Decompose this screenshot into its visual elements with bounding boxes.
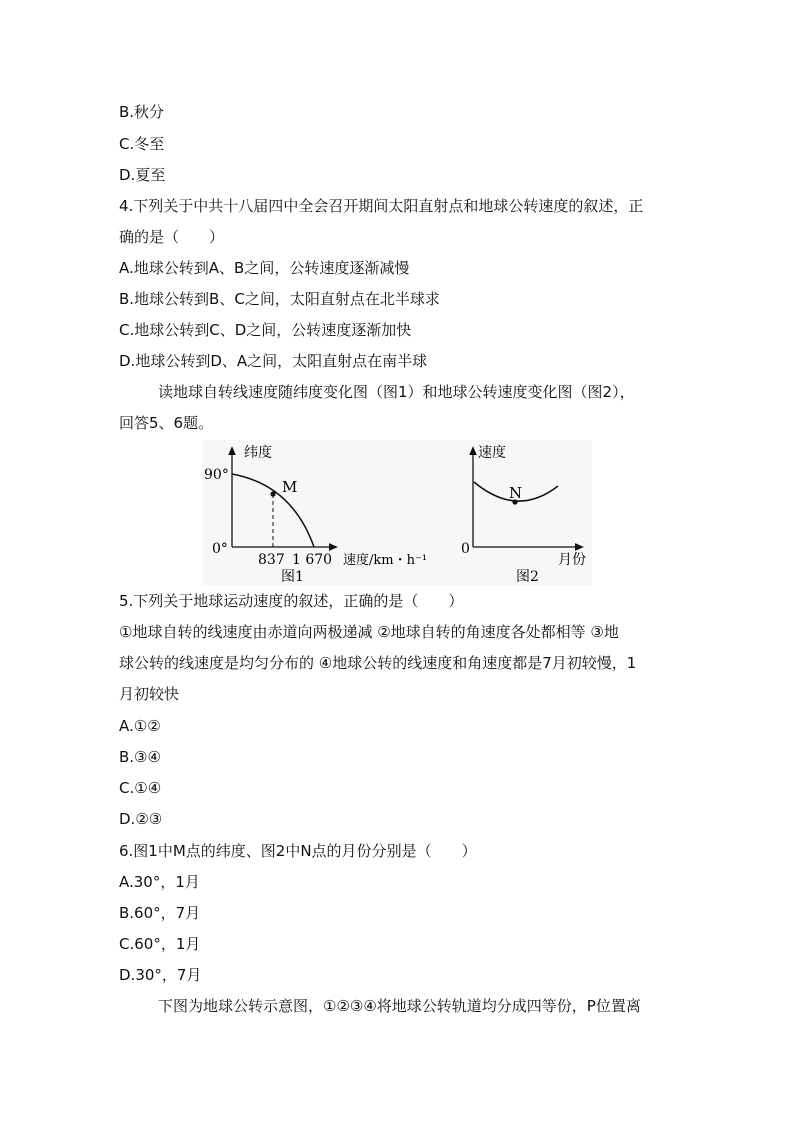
q3-option-b: B.秋分 bbox=[119, 103, 165, 121]
q4-option-d: D.地球公转到D、A之间，太阳直射点在南半球 bbox=[119, 352, 428, 370]
q5-items-line3: 月初较快 bbox=[119, 685, 180, 703]
fig1-y-label: 纬度 bbox=[244, 445, 272, 461]
q4-option-a: A.地球公转到A、B之间，公转速度逐渐减慢 bbox=[119, 259, 410, 277]
fig1-y-top-label: 90° bbox=[204, 467, 229, 483]
q6-option-b: B.60°，7月 bbox=[119, 904, 201, 922]
figures-svg bbox=[202, 440, 592, 585]
figures-panel bbox=[202, 440, 592, 585]
q5-option-d: D.②③ bbox=[119, 810, 163, 828]
fig1-point-m bbox=[270, 491, 275, 496]
q4-stem-line1: 4.下列关于中共十八届四中全会召开期间太阳直射点和地球公转速度的叙述，正 bbox=[119, 197, 644, 215]
q5-option-c: C.①④ bbox=[119, 779, 162, 797]
q6-option-d: D.30°，7月 bbox=[119, 966, 202, 984]
fig1-x-label: 速度/km・h⁻¹ bbox=[343, 553, 428, 568]
q5-items-line2: 球公转的线速度是均匀分布的 ④地球公转的线速度和角速度都是7月初较慢，1 bbox=[119, 654, 637, 672]
intro-q5-6-line1: 读地球自转线速度随纬度变化图（图1）和地球公转速度变化图（图2）， bbox=[158, 383, 635, 401]
fig1-point-m-label: M bbox=[282, 478, 298, 496]
q4-option-b: B.地球公转到B、C之间，太阳直射点在北半球求 bbox=[119, 290, 440, 308]
q5-option-b: B.③④ bbox=[119, 748, 161, 766]
fig2-y-label: 速度 bbox=[478, 445, 506, 461]
q5-items-line1: ①地球自转的线速度由赤道向两极递减 ②地球自转的角速度各处都相等 ③地 bbox=[119, 623, 619, 641]
intro-next-question: 下图为地球公转示意图，①②③④将地球公转轨道均分成四等份，P位置离 bbox=[158, 997, 641, 1015]
fig1-y-zero-label: 0° bbox=[212, 541, 228, 557]
fig1-x-tick-837: 837 bbox=[258, 552, 285, 568]
q5-stem: 5.下列关于地球运动速度的叙述，正确的是（ ） bbox=[119, 592, 464, 610]
q5-option-a: A.①② bbox=[119, 717, 161, 735]
q3-option-d: D.夏至 bbox=[119, 166, 166, 184]
figure-1 bbox=[204, 444, 427, 585]
fig1-x-tick-1670: 1 670 bbox=[292, 552, 333, 568]
q6-option-c: C.60°，1月 bbox=[119, 935, 201, 953]
q4-stem-line2: 确的是（ ） bbox=[119, 228, 225, 246]
figure-2 bbox=[461, 444, 586, 585]
fig2-point-n-label: N bbox=[509, 484, 523, 502]
q3-option-c: C.冬至 bbox=[119, 135, 165, 153]
fig2-x-label: 月份 bbox=[558, 552, 586, 568]
q6-stem: 6.图1中M点的纬度、图2中N点的月份分别是（ ） bbox=[119, 842, 477, 860]
fig1-caption: 图1 bbox=[281, 569, 304, 585]
q6-option-a: A.30°，1月 bbox=[119, 873, 200, 891]
q4-option-c: C.地球公转到C、D之间，公转速度逐渐加快 bbox=[119, 321, 412, 339]
fig2-caption: 图2 bbox=[516, 569, 539, 585]
fig2-y-zero-label: 0 bbox=[461, 541, 470, 557]
intro-q5-6-line2: 回答5、6题。 bbox=[119, 414, 214, 432]
